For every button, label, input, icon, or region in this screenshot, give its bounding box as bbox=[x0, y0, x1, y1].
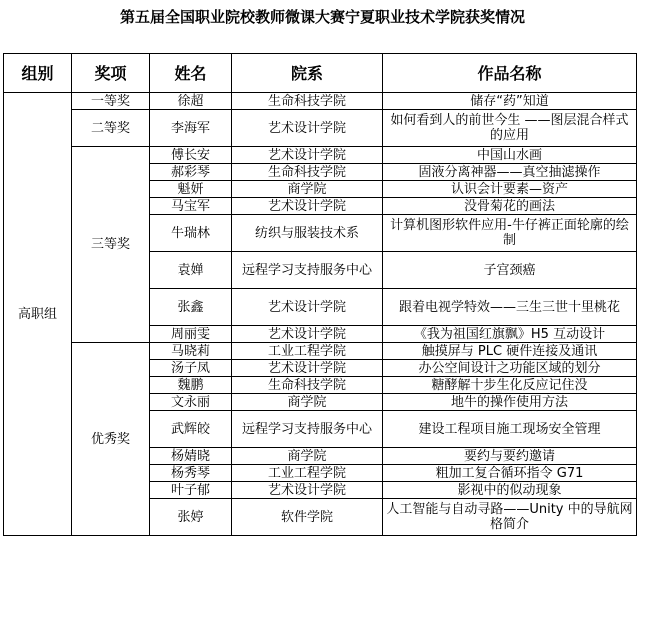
work-cell: 储存“药”知道 bbox=[383, 93, 637, 110]
award-excellent: 优秀奖 bbox=[72, 343, 150, 536]
award-third: 三等奖 bbox=[72, 147, 150, 343]
table-row bbox=[4, 147, 637, 164]
name-cell: 魏鹏 bbox=[150, 377, 232, 394]
table-row bbox=[4, 110, 637, 147]
name-cell: 马宝军 bbox=[150, 198, 232, 215]
work-cell: 粗加工复合循环指令 G71 bbox=[383, 465, 637, 482]
work-cell: 建设工程项目施工现场安全管理 bbox=[383, 411, 637, 448]
work-cell: 子宫颈癌 bbox=[383, 252, 637, 289]
name-cell: 袁婵 bbox=[150, 252, 232, 289]
dept-cell: 艺术设计学院 bbox=[232, 198, 383, 215]
name-cell: 叶子郁 bbox=[150, 482, 232, 499]
header-award: 奖项 bbox=[72, 54, 150, 93]
work-cell: 触摸屏与 PLC 硬件连接及通讯 bbox=[383, 343, 637, 360]
work-cell: 计算机图形软件应用-牛仔裤正面轮廓的绘制 bbox=[383, 215, 637, 252]
name-cell: 傅长安 bbox=[150, 147, 232, 164]
work-cell: 没骨菊花的画法 bbox=[383, 198, 637, 215]
dept-cell: 远程学习支持服务中心 bbox=[232, 411, 383, 448]
dept-cell: 工业工程学院 bbox=[232, 465, 383, 482]
name-cell: 文永丽 bbox=[150, 394, 232, 411]
work-cell: 跟着电视学特效——三生三世十里桃花 bbox=[383, 289, 637, 326]
work-cell: 如何看到人的前世今生 ——图层混合样式的应用 bbox=[383, 110, 637, 147]
awards-table bbox=[3, 53, 637, 536]
name-cell: 牛瑞林 bbox=[150, 215, 232, 252]
work-cell: 认识会计要素—资产 bbox=[383, 181, 637, 198]
dept-cell: 艺术设计学院 bbox=[232, 482, 383, 499]
dept-cell: 艺术设计学院 bbox=[232, 110, 383, 147]
header-name: 姓名 bbox=[150, 54, 232, 93]
dept-cell: 艺术设计学院 bbox=[232, 326, 383, 343]
name-cell: 李海军 bbox=[150, 110, 232, 147]
dept-cell: 艺术设计学院 bbox=[232, 360, 383, 377]
name-cell: 杨秀琴 bbox=[150, 465, 232, 482]
dept-cell: 艺术设计学院 bbox=[232, 147, 383, 164]
name-cell: 杨婧晓 bbox=[150, 448, 232, 465]
name-cell: 张婷 bbox=[150, 499, 232, 536]
dept-cell: 商学院 bbox=[232, 448, 383, 465]
name-cell: 周丽雯 bbox=[150, 326, 232, 343]
header-group: 组别 bbox=[4, 54, 72, 93]
dept-cell: 纺织与服装技术系 bbox=[232, 215, 383, 252]
header-dept: 院系 bbox=[232, 54, 383, 93]
name-cell: 汤子凤 bbox=[150, 360, 232, 377]
table-row bbox=[4, 93, 637, 110]
document-title: 第五届全国职业院校教师微课大赛宁夏职业技术学院获奖情况 bbox=[119, 8, 525, 26]
name-cell: 郝彩琴 bbox=[150, 164, 232, 181]
name-cell: 武辉皎 bbox=[150, 411, 232, 448]
work-cell: 人工智能与自动寻路——Unity 中的导航网格简介 bbox=[383, 499, 637, 536]
table-row bbox=[4, 343, 637, 360]
work-cell: 《我为祖国红旗飘》H5 互动设计 bbox=[383, 326, 637, 343]
group-cell: 高职组 bbox=[4, 93, 72, 536]
work-cell: 糖酵解十步生化反应记住没 bbox=[383, 377, 637, 394]
work-cell: 要约与要约邀请 bbox=[383, 448, 637, 465]
dept-cell: 生命科技学院 bbox=[232, 164, 383, 181]
work-cell: 固液分离神器——真空抽滤操作 bbox=[383, 164, 637, 181]
dept-cell: 生命科技学院 bbox=[232, 93, 383, 110]
dept-cell: 软件学院 bbox=[232, 499, 383, 536]
name-cell: 马晓莉 bbox=[150, 343, 232, 360]
work-cell: 地牛的操作使用方法 bbox=[383, 394, 637, 411]
name-cell: 张鑫 bbox=[150, 289, 232, 326]
work-cell: 办公空间设计之功能区域的划分 bbox=[383, 360, 637, 377]
header-work: 作品名称 bbox=[383, 54, 637, 93]
award-first: 一等奖 bbox=[72, 93, 150, 110]
name-cell: 魁妍 bbox=[150, 181, 232, 198]
work-cell: 影视中的似动现象 bbox=[383, 482, 637, 499]
work-cell: 中国山水画 bbox=[383, 147, 637, 164]
dept-cell: 生命科技学院 bbox=[232, 377, 383, 394]
dept-cell: 远程学习支持服务中心 bbox=[232, 252, 383, 289]
award-second: 二等奖 bbox=[72, 110, 150, 147]
dept-cell: 工业工程学院 bbox=[232, 343, 383, 360]
dept-cell: 商学院 bbox=[232, 394, 383, 411]
name-cell: 徐超 bbox=[150, 93, 232, 110]
dept-cell: 商学院 bbox=[232, 181, 383, 198]
dept-cell: 艺术设计学院 bbox=[232, 289, 383, 326]
table-header-row bbox=[4, 54, 637, 93]
